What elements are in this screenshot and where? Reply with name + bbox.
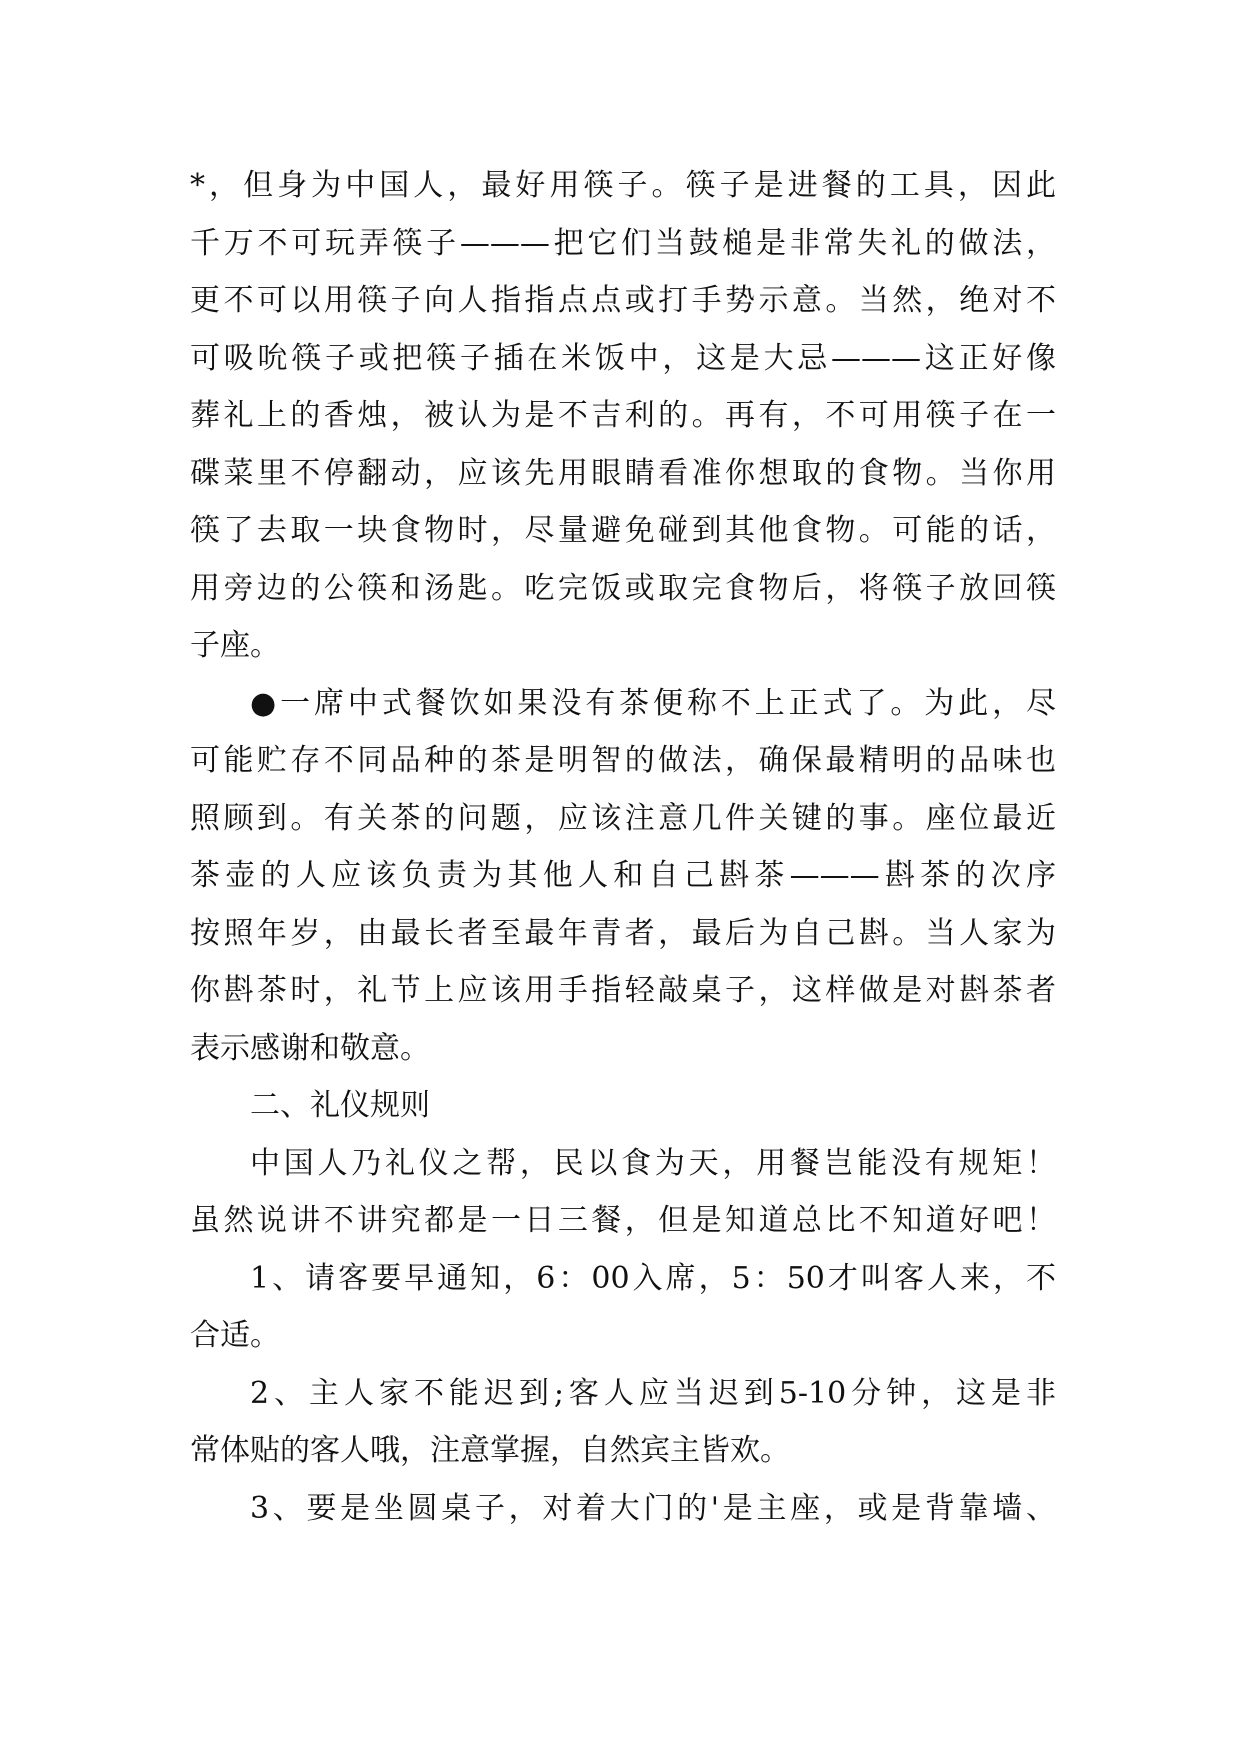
- rule-item-3: [190, 1480, 1056, 1538]
- section-heading-text: 二、礼仪规则: [250, 1088, 430, 1123]
- text-line: 按照年岁，由最长者至最年青者，最后为自己斟。当人家为: [190, 915, 1056, 951]
- rule-item-2: [190, 1365, 1056, 1480]
- paragraph-intro: [190, 1135, 1056, 1250]
- text-line: *，但身为中国人，最好用筷子。筷子是进餐的工具，因此: [190, 168, 1056, 203]
- text-line: 常体贴的客人哦，注意掌握，自然宾主皆欢。: [190, 1433, 790, 1468]
- rule-item-1: [190, 1250, 1056, 1365]
- text-line: 虽然说讲不讲究都是一日三餐，但是知道总比不知道好吧！: [190, 1203, 1056, 1238]
- text-line: 更不可以用筷子向人指指点点或打手势示意。当然，绝对不: [190, 283, 1056, 318]
- text-line: 茶壶的人应该负责为其他人和自己斟茶———斟茶的次序: [190, 858, 1056, 893]
- text-line: 照顾到。有关茶的问题，应该注意几件关键的事。座位最近: [190, 800, 1056, 836]
- text-line: 筷了去取一块食物时，尽量避免碰到其他食物。可能的话，: [190, 513, 1056, 548]
- text-line: 碟菜里不停翻动，应该先用眼睛看准你想取的食物。当你用: [190, 455, 1056, 491]
- text-line: ●一席中式餐饮如果没有茶便称不上正式了。为此，尽: [250, 685, 1056, 721]
- paragraph-tea: [190, 675, 1056, 1078]
- text-line: 葬礼上的香烛，被认为是不吉利的。再有，不可用筷子在一: [190, 398, 1056, 433]
- text-line: 中国人乃礼仪之帮，民以食为天，用餐岂能没有规矩！: [250, 1145, 1056, 1181]
- text-line: 千万不可玩弄筷子———把它们当鼓槌是非常失礼的做法，: [190, 225, 1056, 261]
- text-line: 子座。: [190, 628, 280, 663]
- section-heading: [190, 1077, 1056, 1135]
- text-line: 合适。: [190, 1318, 280, 1353]
- text-line: 1、请客要早通知，6：00入席，5：50才叫客人来，不: [250, 1260, 1056, 1296]
- text-line: 可吸吮筷子或把筷子插在米饭中，这是大忌———这正好像: [190, 340, 1056, 376]
- text-line: 2、主人家不能迟到;客人应当迟到5-10分钟，这是非: [250, 1375, 1056, 1411]
- text-line: 可能贮存不同品种的茶是明智的做法，确保最精明的品味也: [190, 743, 1056, 778]
- paragraph-chopsticks: [190, 157, 1056, 675]
- text-line: 表示感谢和敬意。: [190, 1030, 430, 1066]
- text-line: 3、要是坐圆桌子，对着大门的'是主座，或是背靠墙、: [250, 1490, 1056, 1526]
- text-line: 用旁边的公筷和汤匙。吃完饭或取完食物后，将筷子放回筷: [190, 570, 1056, 606]
- document-body: [190, 157, 1056, 1537]
- text-line: 你斟茶时，礼节上应该用手指轻敲桌子，这样做是对斟茶者: [190, 973, 1056, 1008]
